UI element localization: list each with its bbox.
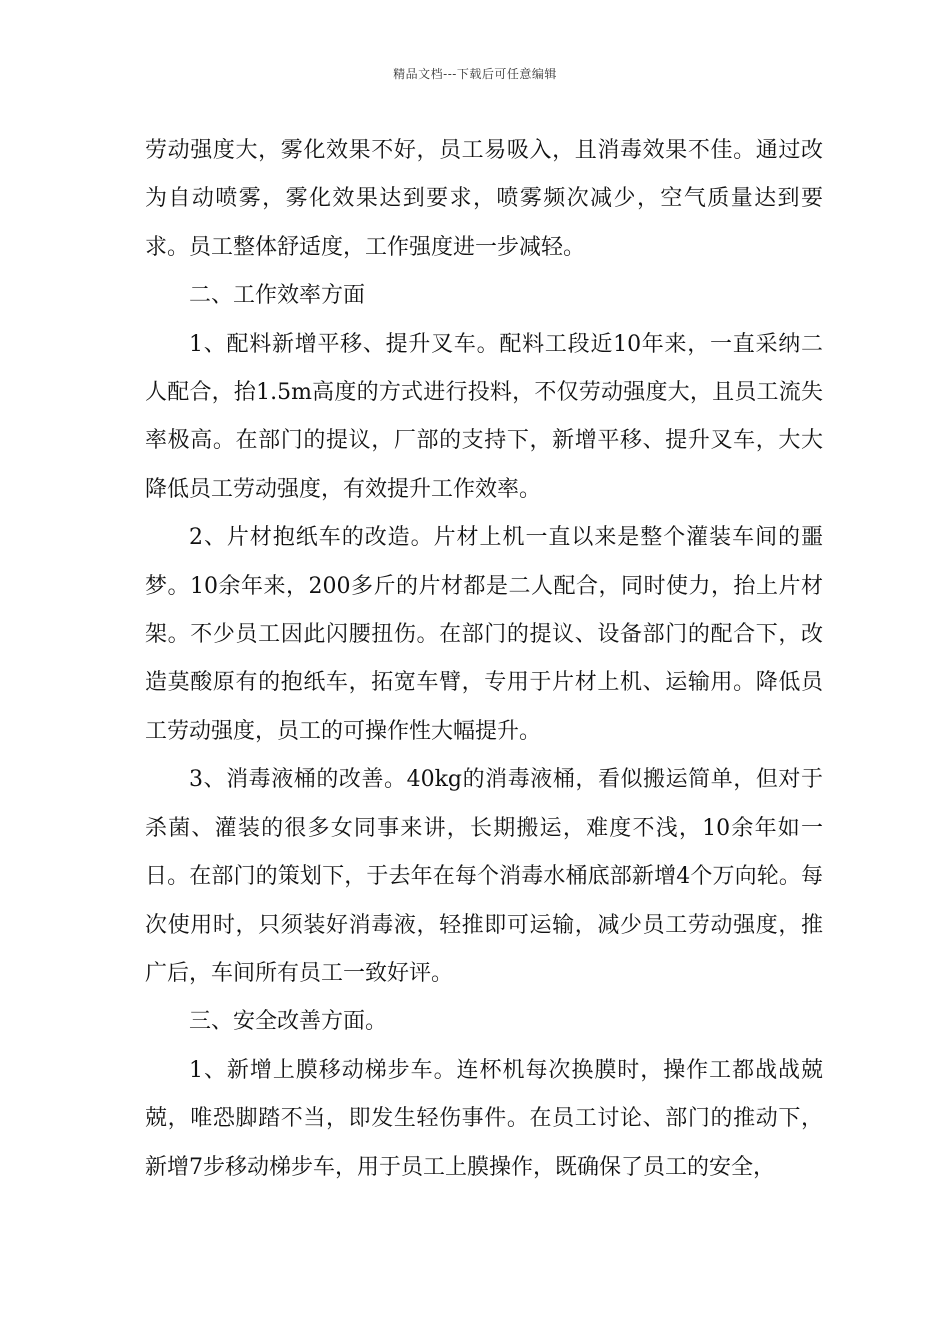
section-heading-safety: 三、安全改善方面。 (189, 1009, 388, 1035)
paragraph-forklift: 1、配料新增平移、提升叉车。配料工段近10年来，一直采纳二人配合，抬1.5m高度的方式进行投料，不仅劳动强度大，且员工流失率极高。在部门的提议，厂部的支持下，新增平移、提升叉车，大大降低员工劳动强度，有效提升工作效率。 (145, 331, 823, 502)
paragraph-step-cart: 1、新增上膜移动梯步车。连杯机每次换膜时，操作工都战战兢兢，唯恐脚踏不当，即发生轻伤事件。在员工讨论、部门的推动下，新增7步移动梯步车，用于员工上膜操作，既确保了员工的安全， (145, 1057, 823, 1180)
page-header: 精品文档---下载后可任意编辑 (393, 67, 557, 81)
section-heading-work-efficiency: 二、工作效率方面 (189, 283, 366, 309)
paragraph-disinfectant-bucket: 3、消毒液桶的改善。40kg的消毒液桶，看似搬运简单，但对于杀菌、灌装的很多女同事来讲，长期搬运，难度不浅，10余年如一日。在部门的策划下，于去年在每个消毒水桶底部新增4个万向轮。每次使用时，只须装好消毒液，轻推即可运输，减少员工劳动强度，推广后，车间所有员工一致好评。 (145, 767, 823, 986)
paragraph-paper-cart: 2、片材抱纸车的改造。片材上机一直以来是整个灌装车间的噩梦。10余年来，200多斤的片材都是二人配合，同时使力，抬上片材架。不少员工因此闪腰扭伤。在部门的提议、设备部门的配合下，改造莫酸原有的抱纸车，拓宽车臂，专用于片材上机、运输用。降低员工劳动强度，员工的可操作性大幅提升。 (145, 525, 823, 744)
document-body (145, 127, 823, 1192)
paragraph-continuation: 劳动强度大，雾化效果不好，员工易吸入，且消毒效果不佳。通过改为自动喷雾，雾化效果达到要求，喷雾频次减少，空气质量达到要求。员工整体舒适度，工作强度进一步减轻。 (145, 138, 823, 260)
